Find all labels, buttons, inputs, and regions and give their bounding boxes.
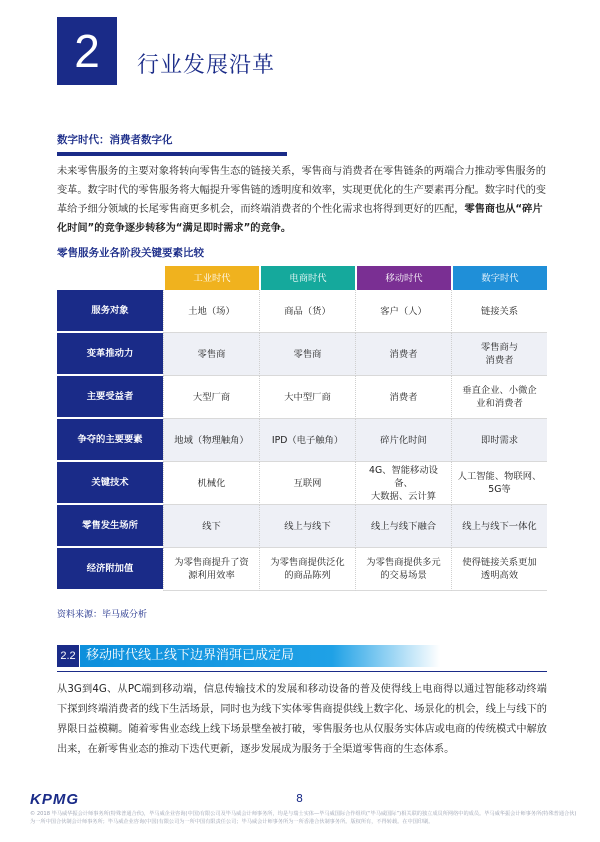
- row-header: 服务对象: [57, 290, 163, 333]
- table-row: [57, 376, 547, 419]
- table-cell: 链接关系: [451, 290, 547, 333]
- table-cell: 碎片化时间: [355, 419, 451, 462]
- table-row: [57, 462, 547, 505]
- table-cell: 客户（人）: [355, 290, 451, 333]
- table-cell: 为零售商提供多元 的交易场景: [355, 548, 451, 591]
- table-cell: 商品（货）: [259, 290, 355, 333]
- row-header: 争夺的主要要素: [57, 419, 163, 462]
- intro-bold-text: 零售商也从“碎片化时间”的竞争逐步转移为“满足即时需求”的竞争。: [57, 204, 543, 234]
- table-cell: 消费者: [355, 333, 451, 376]
- table-cell: 地域（物理触角）: [163, 419, 259, 462]
- table-cell: 4G、智能移动设备、 大数据、云计算: [355, 462, 451, 505]
- era-header-mobile: 移动时代: [355, 266, 451, 290]
- table-cell: 使得链接关系更加 透明高效: [451, 548, 547, 591]
- comparison-table: [57, 266, 547, 591]
- table-cell: 零售商: [163, 333, 259, 376]
- table-cell: 为零售商提供泛化 的商品陈列: [259, 548, 355, 591]
- table-cell: 互联网: [259, 462, 355, 505]
- row-header: 变革推动力: [57, 333, 163, 376]
- table-cell: 线上与线下一体化: [451, 505, 547, 548]
- table-cell: 消费者: [355, 376, 451, 419]
- subsection-paragraph: 从3G到4G、从PC端到移动端，信息传输技术的发展和移动设备的普及使得线上电商得以通过智能移动终端下探到终端消费者的线下生活场景，同时也为线下实体零售商提供线上数字化、场景化的机会，线上与线下的界限日益模糊。随着零售业态线上线下场景壁垒被打破，零售服务也从仅服务实体店或电商的传统模式中解放出来，在新零售业态的推动下迭代更新，逐步发展成为服务于全渠道零售商的生态体系。: [57, 684, 547, 755]
- table-cell: 为零售商提升了资 源利用效率: [163, 548, 259, 591]
- source-note: 资料来源：毕马威分析: [57, 610, 148, 620]
- table-row: [57, 419, 547, 462]
- chapter-number: 2: [74, 25, 100, 77]
- table-row: [57, 548, 547, 591]
- table-row: [57, 333, 547, 376]
- table-cell: 线下: [163, 505, 259, 548]
- row-header: 零售发生场所: [57, 505, 163, 548]
- table-cell: 线上与线下: [259, 505, 355, 548]
- table-cell: 机械化: [163, 462, 259, 505]
- table-cell: 大型厂商: [163, 376, 259, 419]
- era-header-industrial: 工业时代: [163, 266, 259, 290]
- subsection-title: 移动时代线上线下边界消弭已成定局: [80, 645, 440, 667]
- table-cell: IPD（电子触角）: [259, 419, 355, 462]
- table-cell: 零售商: [259, 333, 355, 376]
- row-header: 关键技术: [57, 462, 163, 505]
- table-title: 零售服务业各阶段关键要素比较: [57, 247, 204, 259]
- era-header-digital: 数字时代: [451, 266, 547, 290]
- subsection-number: 2.2: [57, 645, 79, 667]
- intro-text: 未来零售服务的主要对象将转向零售生态的链接关系，零售商与消费者在零售链条的两端合力推动零售服务的变革。数字时代的零售服务将大幅提升零售链的透明度和效率，实现更优化的生产要素再分配。数字时代的变革给予细分领域的长尾零售商更多机会，而终端消费者的个性化需求也将得到更好的匹配，: [57, 166, 546, 215]
- table-cell: 线上与线下融合: [355, 505, 451, 548]
- table-cell: 垂直企业、小微企 业和消费者: [451, 376, 547, 419]
- row-header: 主要受益者: [57, 376, 163, 419]
- table-row: [57, 505, 547, 548]
- section-rule: [57, 152, 287, 156]
- subsection-rule: [57, 671, 547, 672]
- chapter-title: 行业发展沿革: [137, 53, 276, 78]
- page-number: 8: [296, 792, 303, 805]
- intro-paragraph: [57, 162, 547, 238]
- table-row: [57, 290, 547, 333]
- table-cell: 土地（场）: [163, 290, 259, 333]
- table-header-row: [57, 266, 547, 290]
- section-label: 数字时代：消费者数字化: [57, 134, 173, 146]
- footer-disclaimer: © 2018 毕马威华振会计师事务所(特殊普通合伙)，毕马威企业咨询(中国)有限公司及毕马威会计师事务所，均是与瑞士实体—毕马威国际合作组织(“毕马威国际”)相关联的独立成员所网络中的成员。毕马威华振会计师事务所(特殊普通合伙)为一所中国合伙制会计师事务所；毕马威企业咨询(中国)有限公司为一所中国有限责任公司；毕马威会计师事务所为一所香港合伙制事务所。版权所有，不得转载。在中国印刷。: [30, 811, 577, 825]
- table-corner: [57, 266, 163, 290]
- kpmg-logo: KPMG: [30, 791, 79, 808]
- table-cell: 大中型厂商: [259, 376, 355, 419]
- chapter-number-box: [57, 17, 117, 85]
- table-cell: 即时需求: [451, 419, 547, 462]
- era-header-ecommerce: 电商时代: [259, 266, 355, 290]
- row-header: 经济附加值: [57, 548, 163, 591]
- table-cell: 人工智能、物联网、 5G等: [451, 462, 547, 505]
- table-cell: 零售商与 消费者: [451, 333, 547, 376]
